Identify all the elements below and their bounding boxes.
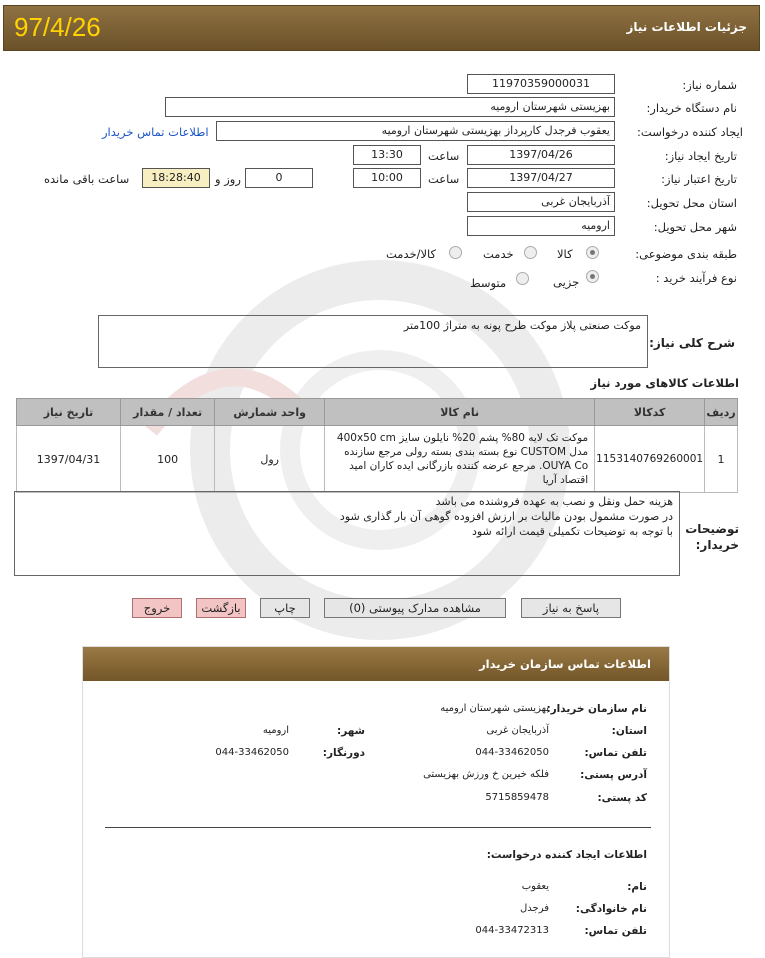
category-radio-service[interactable] (524, 246, 537, 259)
valid-date-label: تاریخ اعتبار نیاز: (661, 172, 737, 186)
need-number-field: 11970359000031 (467, 74, 615, 94)
contact-postal-label: کد پستی: (597, 792, 647, 804)
back-button[interactable]: بازگشت (196, 598, 246, 618)
contact-panel-header (83, 647, 669, 681)
cell-unit: رول (215, 426, 325, 493)
cell-qty: 100 (121, 426, 215, 493)
days-remaining-field: 0 (245, 168, 313, 188)
city-label: شهر محل تحویل: (653, 220, 737, 234)
category-radio-goods-service[interactable] (449, 246, 462, 259)
requester-field: یعقوب فرجدل کارپرداز بهزیستی شهرستان ارومیه (216, 121, 615, 141)
purchase-radio-minor[interactable] (586, 270, 599, 283)
cell-row: 1 (705, 426, 738, 493)
city-field: ارومیه (467, 216, 615, 236)
category-option-goods: کالا (557, 247, 573, 261)
page-header (3, 5, 760, 51)
items-section-title: اطلاعات کالاهای مورد نیاز (590, 376, 739, 390)
creator-section-title: اطلاعات ایجاد کننده درخواست: (486, 849, 647, 861)
valid-date-field: 1397/04/27 (467, 168, 615, 188)
time-remaining-field: 18:28:40 (142, 168, 210, 188)
items-table (16, 398, 738, 493)
attachments-button[interactable]: مشاهده مدارک پیوستی (0) (324, 598, 506, 618)
contact-province-label: استان: (611, 725, 647, 737)
items-table-header (17, 399, 738, 426)
page-title: جزئیات اطلاعات نیاز (626, 20, 747, 34)
create-time-field: 13:30 (353, 145, 421, 165)
purchase-option-medium: متوسط (470, 276, 507, 290)
contact-panel (82, 646, 670, 958)
category-option-goods-service: کالا/خدمت (386, 247, 437, 261)
contact-phone-value: 044-33462050 (475, 747, 549, 758)
buyer-org-field: بهزیستی شهرستان ارومیه (165, 97, 615, 117)
contact-postal-value: 5715859478 (485, 792, 549, 803)
col-header-name: نام کالا (325, 399, 595, 426)
cell-name: موکت تک لایه 80% پشم 20% نایلون سایز 400x50 cm مدل CUSTOM نوع بسته بندی بسته رولی مرجع سازنده OUYA Co. مرجع عرضه کننده بازرگانی ایده کاران امید اقتصاد آریا (325, 426, 595, 493)
buyer-note-line: هزینه حمل ونقل و نصب به عهده فروشنده می باشد (435, 495, 673, 508)
header-date: 97/4/26 (14, 12, 101, 42)
creator-name-value: یعقوب (521, 881, 549, 892)
buyer-note-line: در صورت مشمول بودن مالیات بر ارزش افزوده گوهی آن بار گذاری شود (339, 510, 673, 523)
create-date-field: 1397/04/26 (467, 145, 615, 165)
col-header-unit: واحد شمارش (215, 399, 325, 426)
col-header-date: تاریخ نیاز (17, 399, 121, 426)
contact-org-value: بهزیستی شهرستان ارومیه (440, 703, 549, 714)
category-radio-goods[interactable] (586, 246, 599, 259)
category-option-service: خدمت (483, 247, 514, 261)
time-remaining-label: ساعت باقی مانده (44, 172, 130, 186)
creator-phone-value: 044-33472313 (475, 925, 549, 936)
reply-button[interactable]: پاسخ به نیاز (521, 598, 621, 618)
province-field: آذربایجان غربی (467, 192, 615, 212)
contact-city-value: ارومیه (262, 725, 289, 736)
contact-panel-title: اطلاعات تماس سازمان خریدار (479, 657, 651, 671)
buyer-notes-label: توضیحات خریدار: (685, 522, 739, 552)
contact-org-label: نام سازمان خریدار: (546, 703, 647, 715)
need-number-label: شماره نیاز: (682, 78, 737, 92)
buyer-notes-box (14, 491, 680, 576)
valid-time-label: ساعت (428, 172, 460, 186)
category-label: طبقه بندی موضوعی: (635, 247, 737, 261)
table-row (17, 426, 738, 493)
purchase-type-label: نوع فرآیند خرید : (655, 271, 737, 285)
buyer-note-line: با توجه به توضیحات تکمیلی قیمت ارائه شود (471, 525, 673, 538)
contact-address-value: فلکه خیرین خ ورزش بهزیستی (423, 769, 549, 780)
col-header-code: کدکالا (595, 399, 705, 426)
exit-button[interactable]: خروج (132, 598, 182, 618)
days-label: روز و (215, 172, 241, 186)
description-text: موکت صنعتی پلاز موکت طرح پونه به متراژ 100متر (403, 319, 641, 332)
contact-address-label: آدرس پستی: (580, 769, 647, 781)
purchase-radio-medium[interactable] (516, 272, 529, 285)
requester-label: ایجاد کننده درخواست: (637, 125, 743, 139)
buyer-org-label: نام دستگاه خریدار: (646, 101, 737, 115)
contact-fax-value: 044-33462050 (215, 747, 289, 758)
creator-name-label: نام: (627, 881, 647, 893)
creator-family-label: نام خانوادگی: (575, 903, 647, 915)
col-header-row: ردیف (705, 399, 738, 426)
description-box (98, 315, 648, 368)
print-button[interactable]: چاپ (260, 598, 310, 618)
contact-divider (105, 827, 651, 828)
cell-date: 1397/04/31 (17, 426, 121, 493)
create-date-label: تاریخ ایجاد نیاز: (664, 149, 737, 163)
province-label: استان محل تحویل: (646, 196, 737, 210)
description-label: شرح کلی نیاز: (649, 336, 735, 350)
creator-family-value: فرجدل (520, 903, 549, 914)
valid-time-field: 10:00 (353, 168, 421, 188)
creator-phone-label: تلفن تماس: (584, 925, 647, 937)
cell-code: 1153140769260001 (595, 426, 705, 493)
create-time-label: ساعت (428, 149, 460, 163)
contact-city-label: شهر: (337, 725, 365, 737)
purchase-option-minor: جزیی (553, 275, 580, 289)
contact-province-value: آذربایجان غربی (486, 725, 549, 736)
buyer-contact-link[interactable]: اطلاعات تماس خریدار (102, 125, 209, 139)
contact-phone-label: تلفن تماس: (584, 747, 647, 759)
col-header-qty: تعداد / مقدار (121, 399, 215, 426)
contact-fax-label: دورنگار: (322, 747, 365, 759)
